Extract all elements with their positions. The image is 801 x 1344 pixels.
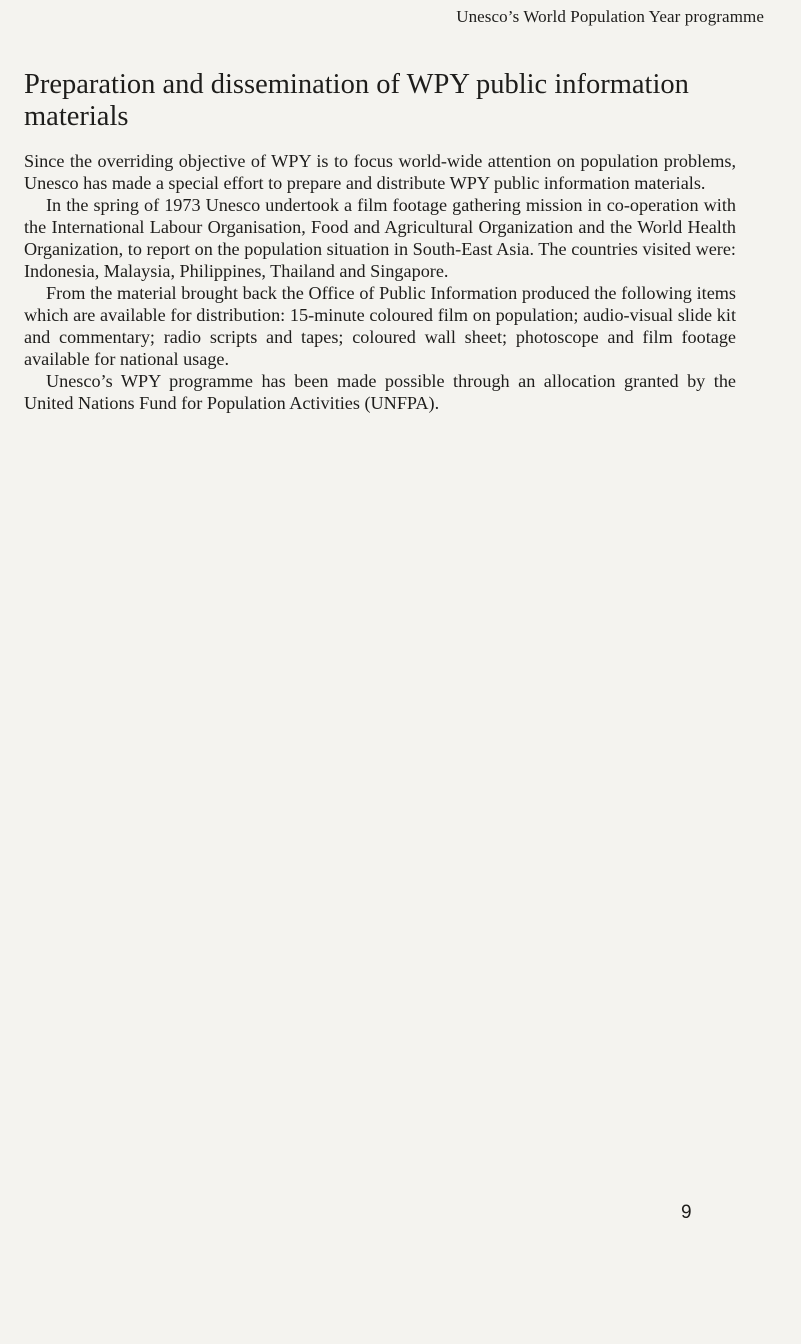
section-body (24, 150, 736, 414)
running-head: Unesco’s World Population Year programme (456, 7, 764, 26)
paragraph-1: Since the overriding objective of WPY is to focus world-wide attention on population problems, Unesco has made a special effort to prepare and distribute WPY public information materials. (24, 151, 736, 193)
paragraph-3: From the material brought back the Office of Public Information produced the following items which are available for distribution: 15-minute coloured film on population; audio-visual slide kit and commentary; radio scripts and tapes; coloured wall sheet; photoscope and film footage available for national usage. (24, 283, 736, 369)
paragraph-2: In the spring of 1973 Unesco undertook a film footage gathering mission in co-operation with the International Labour Organisation, Food and Agricultural Organization and the World Health Organization, to report on the population situation in South-East Asia. The countries visited were: Indonesia, Malaysia, Philippines, Thailand and Singapore. (24, 195, 736, 281)
page-number: 9 (681, 1202, 692, 1223)
section-title: Preparation and dissemination of WPY public information materials (24, 69, 689, 132)
paragraph-4: Unesco’s WPY programme has been made possible through an allocation granted by the United Nations Fund for Population Activities (UNFPA). (24, 371, 736, 413)
